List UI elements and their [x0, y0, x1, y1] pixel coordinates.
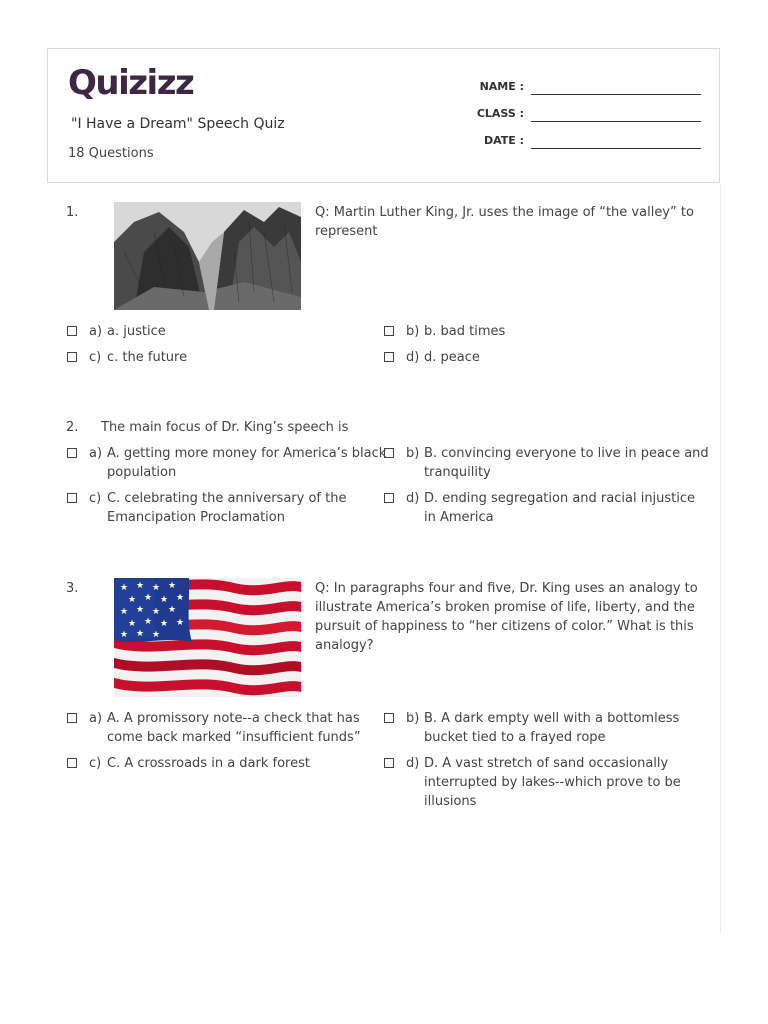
svg-text:★: ★ [136, 605, 145, 615]
option-text-line-3: illusions [424, 794, 477, 809]
svg-text:★: ★ [152, 583, 161, 593]
checkbox[interactable] [67, 758, 77, 768]
option-letter: b) [406, 711, 420, 726]
checkbox[interactable] [67, 493, 77, 503]
option-text-line-1: D. ending segregation and racial injustice [424, 491, 696, 506]
checkbox[interactable] [67, 326, 77, 336]
option-letter: d) [406, 756, 420, 771]
quiz-title: "I Have a Dream" Speech Quiz [71, 116, 285, 132]
option-text: b. bad times [424, 324, 506, 339]
option-letter: c) [89, 491, 102, 506]
question-3-text-line-1: Q: In paragraphs four and five, Dr. King uses an analogy to [315, 581, 698, 596]
question-2-option-c[interactable] [67, 489, 379, 529]
question-2-option-d[interactable] [384, 489, 704, 529]
class-field[interactable] [531, 121, 701, 122]
question-1-option-d[interactable] [384, 348, 704, 368]
question-1-option-c[interactable] [67, 348, 367, 368]
svg-text:★: ★ [168, 605, 177, 615]
option-text-line-1: D. A vast stretch of sand occasionally [424, 756, 669, 771]
question-2-number: 2. [66, 420, 79, 435]
date-field[interactable] [531, 148, 701, 149]
question-1-option-a[interactable] [67, 322, 367, 342]
option-text-line-2: Emancipation Proclamation [107, 510, 285, 525]
option-letter: c) [89, 350, 102, 365]
question-3-text-line-2: illustrate America’s broken promise of life, liberty, and the [315, 600, 695, 615]
checkbox[interactable] [67, 448, 77, 458]
svg-text:★: ★ [144, 617, 153, 627]
option-letter: d) [406, 491, 420, 506]
name-label: NAME : [479, 80, 524, 93]
checkbox[interactable] [384, 493, 394, 503]
question-3-text-line-3: pursuit of happiness to “her citizens of color.” What is this [315, 619, 694, 634]
date-label: DATE : [483, 134, 524, 147]
checkbox[interactable] [384, 352, 394, 362]
american-flag-image [114, 578, 301, 697]
option-text-line-1: C. celebrating the anniversary of the [107, 491, 347, 506]
svg-text:★: ★ [120, 630, 129, 640]
question-count: 18 Questions [68, 146, 154, 161]
question-1-text: Q: Martin Luther King, Jr. uses the image of “the valley” to represent [315, 205, 694, 239]
question-2-option-b[interactable] [384, 444, 709, 484]
quiz-header [47, 48, 720, 183]
valley-engraving-image [114, 202, 301, 310]
option-text-line-2: in America [424, 510, 494, 525]
option-letter: a) [89, 324, 103, 339]
svg-text:★: ★ [168, 581, 177, 591]
option-text: c. the future [107, 350, 188, 365]
checkbox[interactable] [384, 713, 394, 723]
svg-text:★: ★ [144, 593, 153, 603]
question-3-option-d[interactable] [384, 754, 704, 814]
option-letter: d) [406, 350, 420, 365]
question-1-option-b[interactable] [384, 322, 704, 342]
svg-text:★: ★ [128, 595, 137, 605]
option-text-line-1: A. A promissory note--a check that has [107, 711, 360, 726]
option-text-line-2: bucket tied to a frayed rope [424, 730, 606, 745]
option-text-line-2: tranquility [424, 465, 491, 480]
checkbox[interactable] [384, 448, 394, 458]
option-letter: b) [406, 324, 420, 339]
option-text: a. justice [107, 324, 166, 339]
checkbox[interactable] [384, 326, 394, 336]
question-3-option-c[interactable] [67, 754, 379, 774]
svg-text:★: ★ [120, 607, 129, 617]
option-text-line-2: interrupted by lakes--which prove to be [424, 775, 681, 790]
question-3-option-a[interactable] [67, 709, 379, 749]
page-divider [720, 183, 721, 933]
option-text: d. peace [424, 350, 480, 365]
question-3-option-b[interactable] [384, 709, 704, 749]
option-text-line-2: population [107, 465, 177, 480]
checkbox[interactable] [67, 352, 77, 362]
svg-text:★: ★ [136, 629, 145, 639]
question-2-option-a[interactable] [67, 444, 387, 484]
name-field[interactable] [531, 94, 701, 95]
option-text-line-1: C. A crossroads in a dark forest [107, 756, 310, 771]
option-letter: c) [89, 756, 102, 771]
class-label: CLASS : [476, 107, 524, 120]
option-letter: a) [89, 711, 103, 726]
option-text-line-1: A. getting more money for America’s black [107, 446, 387, 461]
question-2-text: The main focus of Dr. King’s speech is [101, 420, 349, 435]
option-text-line-2: come back marked “insufficient funds” [107, 730, 361, 745]
question-3-text [315, 579, 705, 655]
svg-text:★: ★ [160, 619, 169, 629]
question-3-number: 3. [66, 581, 79, 596]
svg-text:★: ★ [136, 581, 145, 591]
quizizz-logo: Quizizz [68, 63, 194, 103]
svg-text:★: ★ [152, 607, 161, 617]
svg-text:★: ★ [152, 630, 161, 640]
option-letter: a) [89, 446, 103, 461]
svg-text:★: ★ [128, 619, 137, 629]
option-text-line-1: B. A dark empty well with a bottomless [424, 711, 680, 726]
svg-text:★: ★ [160, 595, 169, 605]
checkbox[interactable] [67, 713, 77, 723]
option-letter: b) [406, 446, 420, 461]
question-3-text-line-4: analogy? [315, 638, 374, 653]
svg-text:★: ★ [176, 618, 185, 628]
svg-text:★: ★ [120, 583, 129, 593]
question-1-number: 1. [66, 205, 79, 220]
option-text-line-1: B. convincing everyone to live in peace and [424, 446, 709, 461]
svg-text:★: ★ [176, 593, 185, 603]
checkbox[interactable] [384, 758, 394, 768]
